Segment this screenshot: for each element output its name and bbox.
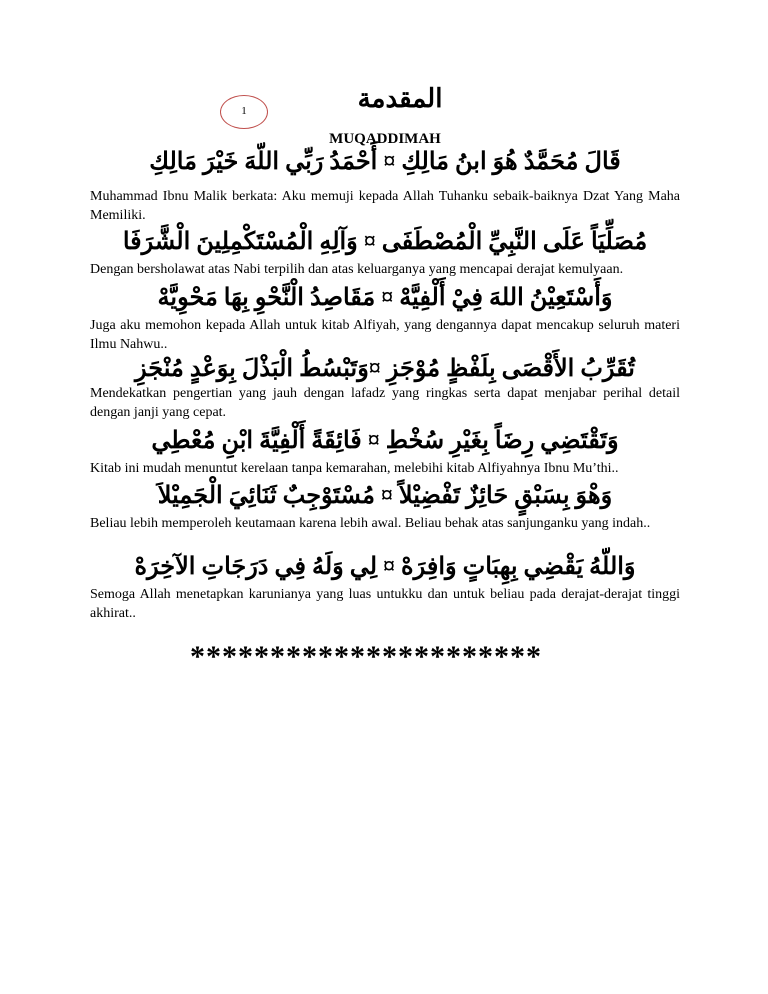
verse-6-translation: Beliau lebih memperoleh keutamaan karena lebih awal. Beliau behak atas sanjunganku yang indah..: [90, 516, 651, 531]
latin-title: MUQADDIMAH: [329, 131, 441, 147]
verse-1-arabic: قَالَ مُحَمَّدٌ هُوَ ابنُ مَالِكِ ¤ أَحْمَدُ رَبِّي اللّهَ خَيْرَ مَالِكِ: [149, 149, 621, 175]
verse-5-translation: Kitab ini mudah menuntut kerelaan tanpa kemarahan, melebihi kitab Alfiyahnya Ibnu Mu’thi..: [90, 461, 619, 476]
page-number-badge: [220, 95, 268, 129]
verse-3-arabic: وَأَسْتَعِيْنُ اللهَ فِيْ أَلْفِيَّهْ ¤ مَقَاصِدُ الْنَّحْوِ بِهَا مَحْوِيَّهْ: [157, 285, 613, 311]
verse-5-arabic: وَتَقْتَضِي رِضَاً بِغَيْرِ سُخْطِ ¤ فَائِقَةً أَلْفِيَّةَ ابْنِ مُعْطِي: [151, 428, 619, 454]
verse-2-arabic: مُصَلِّيَاً عَلَى النَّبِيِّ الْمُصْطَفَى ¤ وَآلِهِ الْمُسْتَكْمِلِينَ الْشَّرَفَا: [122, 229, 648, 255]
verse-1-translation: Muhammad Ibnu Malik berkata: Aku memuji kepada Allah Tuhanku sebaik-baiknya Dzat Yang Maha Memiliki.: [90, 189, 680, 223]
verse-4-translation: Mendekatkan pengertian yang jauh dengan lafadz yang ringkas serta dapat menjabar perihal detail dengan janji yang cepat.: [90, 386, 680, 420]
separator-stars: **********************: [190, 640, 542, 673]
arabic-title: المقدمة: [357, 84, 443, 113]
verse-3-translation: Juga aku memohon kepada Allah untuk kitab Alfiyah, yang dengannya dapat mencakup seluruh materi Ilmu Nahwu..: [90, 318, 680, 352]
verse-7-arabic: وَاللّهُ يَقْضِي بِهِبَاتٍ وَافِرَهْ ¤ لِي وَلَهُ فِي دَرَجَاتِ الآخِرَهْ: [134, 554, 636, 580]
verse-2-translation: Dengan bersholawat atas Nabi terpilih dan atas keluarganya yang mencapai derajat kemulyaan.: [90, 262, 624, 277]
verse-4-arabic: تُقَرِّبُ الأَقْصَى بِلَفْظٍ مُوْجَزِ ¤وَتَبْسُطُ الْبَذْلَ بِوَعْدٍ مُنْجَزِ: [135, 356, 635, 382]
verse-7-translation: Semoga Allah menetapkan karunianya yang luas untukku dan untuk beliau pada derajat-derajat tinggi akhirat..: [90, 587, 680, 621]
verse-6-arabic: وَهْوَ بِسَبْقٍ حَائِزٌ تَفْضِيْلاً ¤ مُسْتَوْجِبٌ ثَنَائِيَ الْجَمِيْلاَ: [157, 483, 613, 509]
page-number: 1: [241, 105, 247, 117]
